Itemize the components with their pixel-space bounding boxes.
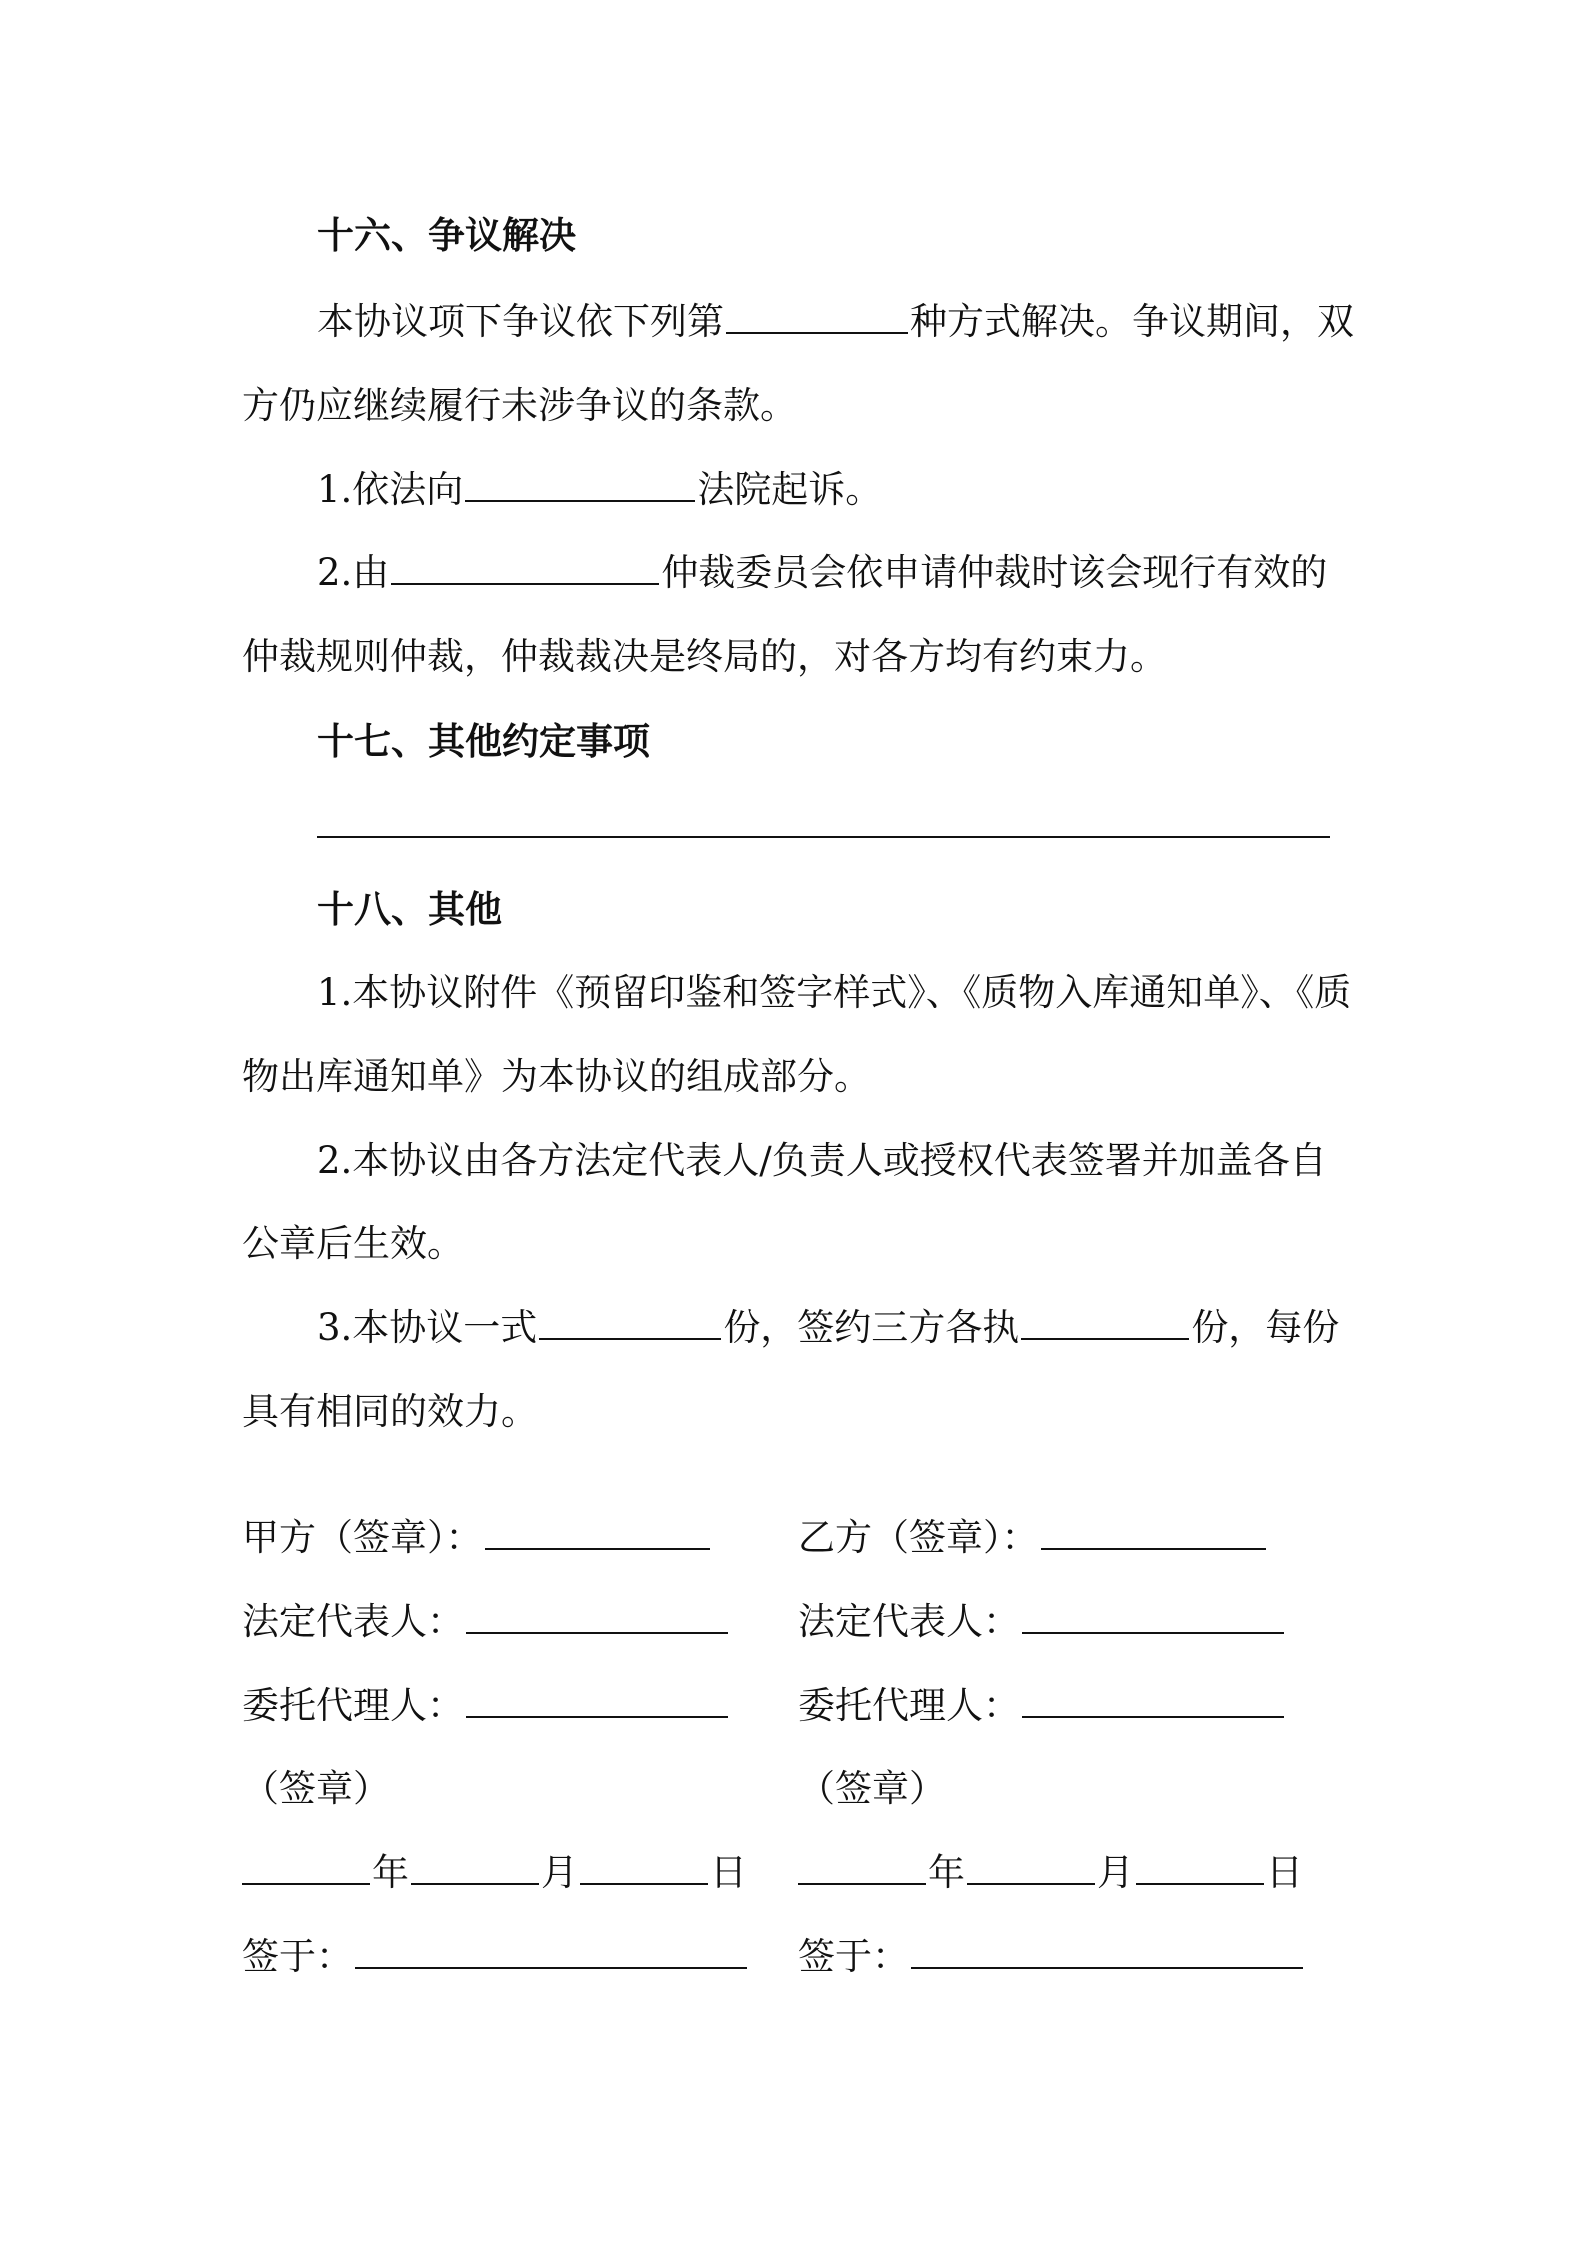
party-a-signed-at-blank[interactable]	[355, 1933, 747, 1969]
party-b-seal-row	[798, 1513, 1268, 1563]
text-span: 2.由	[317, 551, 390, 594]
section-16-heading: 十六、争议解决	[317, 213, 576, 257]
party-b-legal-rep-blank[interactable]	[1022, 1598, 1284, 1634]
party-b-day-blank[interactable]	[1136, 1849, 1264, 1885]
party-a-date-row	[242, 1848, 747, 1898]
day-label: 日	[710, 1851, 747, 1894]
party-a-legal-rep-label: 法定代表人：	[242, 1600, 464, 1643]
copies-each-blank[interactable]	[1021, 1304, 1189, 1340]
section-16-paragraph-line-2: 方仍应继续履行未涉争议的条款。	[242, 384, 797, 427]
text-span: 3.本协议一式	[317, 1306, 538, 1349]
court-name-blank[interactable]	[465, 466, 695, 502]
text-span: 法院起诉。	[697, 468, 883, 511]
copies-total-blank[interactable]	[539, 1304, 721, 1340]
party-a-signed-at-row	[242, 1932, 749, 1982]
party-a-legal-rep-blank[interactable]	[466, 1598, 728, 1634]
party-b-year-blank[interactable]	[798, 1849, 926, 1885]
party-b-agent-row	[798, 1681, 1286, 1731]
party-b-legal-rep-label: 法定代表人：	[798, 1600, 1020, 1643]
year-label: 年	[928, 1851, 965, 1894]
other-agreements-blank-line[interactable]	[317, 836, 1330, 838]
party-a-legal-rep-row	[242, 1597, 730, 1647]
section-16-item-2-line-2: 仲裁规则仲裁，仲裁裁决是终局的，对各方均有约束力。	[242, 635, 1167, 678]
section-18-item-3-line-1	[317, 1303, 1339, 1353]
party-b-signed-at-row	[798, 1932, 1305, 1982]
section-18-item-1-line-2: 物出库通知单》为本协议的组成部分。	[242, 1055, 871, 1098]
party-b-signed-at-label: 签于：	[798, 1935, 909, 1978]
party-a-signed-at-label: 签于：	[242, 1935, 353, 1978]
party-b-date-row	[798, 1848, 1303, 1898]
party-a-day-blank[interactable]	[580, 1849, 708, 1885]
day-label: 日	[1266, 1851, 1303, 1894]
text-span: 本协议项下争议依下列第	[317, 300, 724, 343]
text-span: 种方式解决。争议期间，双	[910, 300, 1354, 343]
party-b-month-blank[interactable]	[967, 1849, 1095, 1885]
party-a-agent-row	[242, 1681, 730, 1731]
party-a-seal-blank[interactable]	[485, 1514, 710, 1550]
text-span: 仲裁委员会依申请仲裁时该会现行有效的	[661, 551, 1328, 594]
arbitration-committee-blank[interactable]	[391, 549, 659, 585]
month-label: 月	[541, 1851, 578, 1894]
party-b-agent-blank[interactable]	[1022, 1682, 1284, 1718]
text-span: 份，每份	[1191, 1306, 1340, 1349]
section-17-heading: 十七、其他约定事项	[317, 719, 650, 763]
party-a-agent-blank[interactable]	[466, 1682, 728, 1718]
section-18-item-2-line-2: 公章后生效。	[242, 1222, 464, 1265]
party-a-stamp-label: （签章）	[242, 1767, 390, 1810]
section-18-heading: 十八、其他	[317, 887, 502, 931]
party-a-seal-label: 甲方（签章）：	[242, 1516, 483, 1559]
party-a-year-blank[interactable]	[242, 1849, 370, 1885]
text-span: 份，签约三方各执	[723, 1306, 1020, 1349]
party-b-signed-at-blank[interactable]	[911, 1933, 1303, 1969]
section-16-item-2-line-1	[317, 548, 1327, 598]
party-a-agent-label: 委托代理人：	[242, 1684, 464, 1727]
party-a-month-blank[interactable]	[411, 1849, 539, 1885]
party-b-legal-rep-row	[798, 1597, 1286, 1647]
month-label: 月	[1097, 1851, 1134, 1894]
text-span: 1.依法向	[317, 468, 464, 511]
party-b-seal-blank[interactable]	[1041, 1514, 1266, 1550]
year-label: 年	[372, 1851, 409, 1894]
section-16-paragraph-line-1	[317, 297, 1354, 347]
fill-in-blank[interactable]	[726, 298, 908, 334]
party-b-stamp-label: （签章）	[798, 1767, 946, 1810]
section-18-item-2-line-1: 2.本协议由各方法定代表人/负责人或授权代表签署并加盖各自	[317, 1139, 1327, 1182]
party-a-seal-row	[242, 1513, 712, 1563]
section-18-item-3-line-2: 具有相同的效力。	[242, 1390, 538, 1433]
section-16-item-1	[317, 465, 882, 515]
party-b-agent-label: 委托代理人：	[798, 1684, 1020, 1727]
section-18-item-1-line-1: 1.本协议附件《预留印鉴和签字样式》、《质物入库通知单》、《质	[317, 971, 1352, 1014]
party-b-seal-label: 乙方（签章）：	[798, 1516, 1039, 1559]
